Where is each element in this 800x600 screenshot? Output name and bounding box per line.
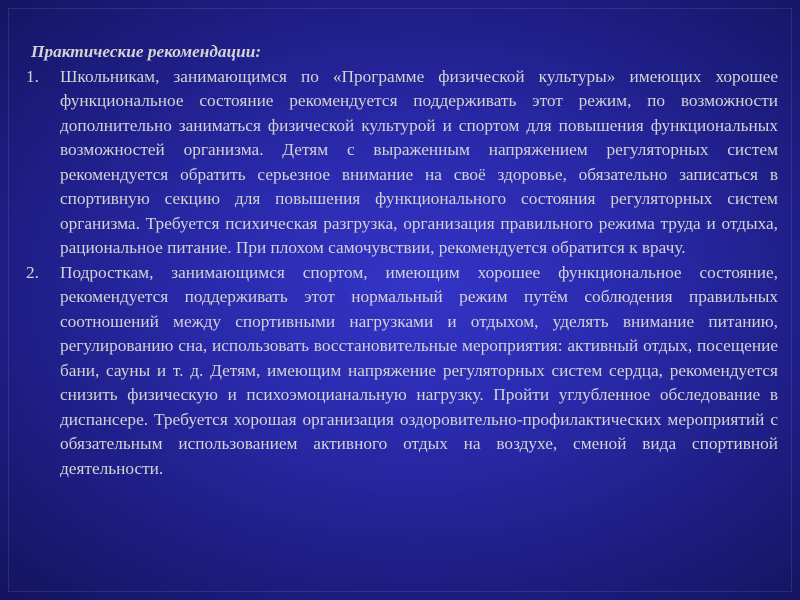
item-number: 2. — [26, 262, 39, 282]
item-text: Школьникам, занимающимся по «Программе физической культуры» имеющих хорошее функциональное состояние рекомендуется поддерживать этот режим, по возможности дополнительно заниматься физической культурой и спортом для повышения функциональных возможностей организма. Детям с выраженным напряжением регуляторных систем рекомендуется обратить серьезное внимание на своё здоровье, обязательно записаться в спортивную секцию для повышения функционального состояния регуляторных систем организма. Требуется психическая разгрузка, организация правильного режима труда и отдыха, рациональное питание. При плохом самочувствии, рекомендуется обратится к врачу. — [60, 66, 778, 257]
item-number: 1. — [26, 66, 39, 86]
recommendations-list — [26, 65, 778, 482]
item-text: Подросткам, занимающимся спортом, имеющим хорошее функциональное состояние, рекомендуется поддерживать этот нормальный режим путём соблюдения правильных соотношений между спортивными нагрузками и отдыхом, уделять внимание питанию, регулированию сна, использовать восстановительные мероприятия: активный отдых, посещение бани, сауны и т. д. Детям, имеющим напряжение регуляторных систем сердца, рекомендуется снизить физическую и психоэмоцианальную нагрузку. Пройти углубленное обследование в диспансере. Требуется хорошая организация оздоровительно-профилактических мероприятий с обязательным использованием активного отдых на воздухе, сменой вида спортивной деятельности. — [60, 262, 778, 478]
slide-content — [26, 40, 778, 481]
slide-heading: Практические рекомендации: — [31, 42, 262, 61]
recommendation-item-2 — [26, 261, 778, 482]
recommendation-item-1 — [26, 65, 778, 261]
